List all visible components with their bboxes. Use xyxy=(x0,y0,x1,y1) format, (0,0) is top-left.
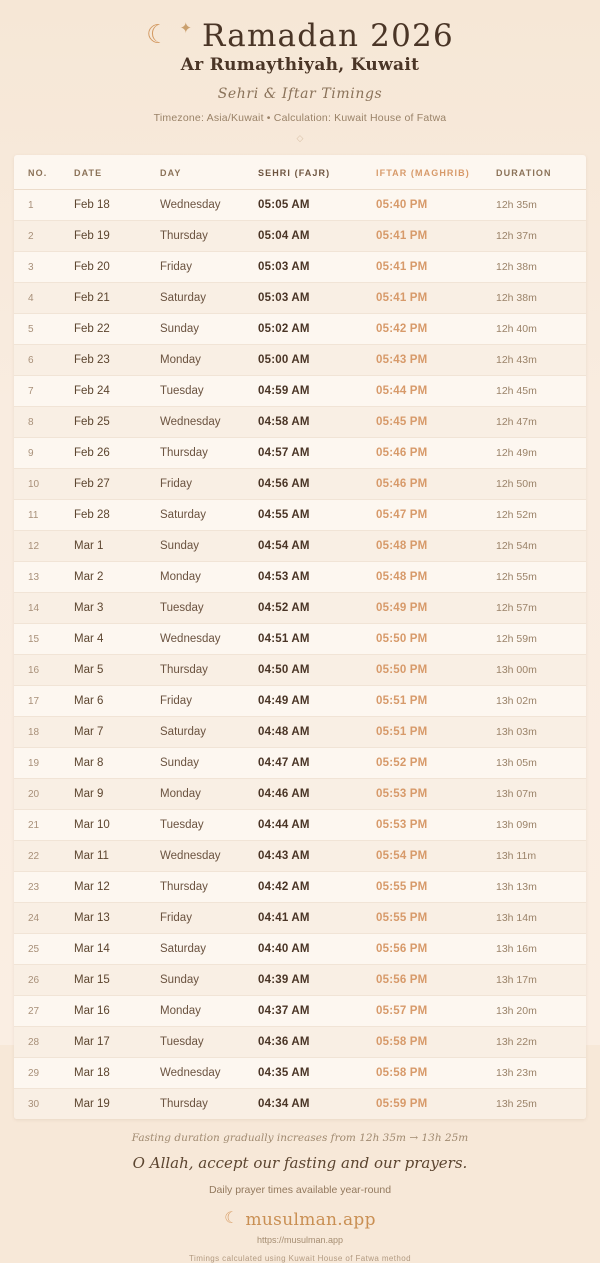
cell-no: 13 xyxy=(14,562,74,593)
cell-no: 29 xyxy=(14,1058,74,1089)
cell-no: 27 xyxy=(14,996,74,1027)
cell-no: 17 xyxy=(14,686,74,717)
cell-sehri: 04:35 AM xyxy=(258,1058,376,1089)
cell-duration: 12h 59m xyxy=(496,624,586,655)
cell-sehri: 05:02 AM xyxy=(258,314,376,345)
cell-no: 20 xyxy=(14,779,74,810)
cell-no: 8 xyxy=(14,407,74,438)
location-subtitle: Ar Rumaythiyah, Kuwait xyxy=(180,55,420,75)
cell-day: Wednesday xyxy=(160,1058,258,1089)
cell-sehri: 04:40 AM xyxy=(258,934,376,965)
cell-duration: 13h 00m xyxy=(496,655,586,686)
page-header xyxy=(0,0,600,144)
cell-date: Mar 7 xyxy=(74,717,160,748)
cell-date: Mar 2 xyxy=(74,562,160,593)
cell-date: Mar 5 xyxy=(74,655,160,686)
cell-date: Feb 21 xyxy=(74,283,160,314)
table-row xyxy=(14,407,586,438)
table-row xyxy=(14,717,586,748)
cell-day: Wednesday xyxy=(160,190,258,221)
cell-date: Feb 19 xyxy=(74,221,160,252)
cell-iftar: 05:51 PM xyxy=(376,717,496,748)
availability-text: Daily prayer times available year-round xyxy=(208,1184,392,1196)
table-row xyxy=(14,1089,586,1120)
brand-row[interactable] xyxy=(0,1210,600,1230)
cell-date: Feb 23 xyxy=(74,345,160,376)
cell-iftar: 05:53 PM xyxy=(376,810,496,841)
cell-day: Wednesday xyxy=(160,624,258,655)
cell-day: Monday xyxy=(160,345,258,376)
table-header xyxy=(14,155,586,190)
brand-crescent-moon-icon: ☾ xyxy=(224,1210,239,1227)
table-row xyxy=(14,376,586,407)
cell-duration: 12h 38m xyxy=(496,252,586,283)
cell-iftar: 05:49 PM xyxy=(376,593,496,624)
cell-duration: 13h 20m xyxy=(496,996,586,1027)
table-row xyxy=(14,438,586,469)
table-row xyxy=(14,500,586,531)
cell-no: 4 xyxy=(14,283,74,314)
cell-iftar: 05:51 PM xyxy=(376,686,496,717)
table-body xyxy=(14,190,586,1120)
cell-iftar: 05:46 PM xyxy=(376,469,496,500)
cell-date: Mar 8 xyxy=(74,748,160,779)
cell-sehri: 05:00 AM xyxy=(258,345,376,376)
cell-duration: 13h 13m xyxy=(496,872,586,903)
column-header-duration: DURATION xyxy=(496,155,586,190)
cell-date: Mar 11 xyxy=(74,841,160,872)
table-row xyxy=(14,965,586,996)
table-row xyxy=(14,810,586,841)
cell-no: 12 xyxy=(14,531,74,562)
cell-day: Tuesday xyxy=(160,376,258,407)
cell-day: Wednesday xyxy=(160,841,258,872)
cell-duration: 12h 38m xyxy=(496,283,586,314)
cell-no: 24 xyxy=(14,903,74,934)
cell-day: Sunday xyxy=(160,965,258,996)
cell-duration: 13h 25m xyxy=(496,1089,586,1120)
cell-date: Mar 16 xyxy=(74,996,160,1027)
cell-duration: 13h 23m xyxy=(496,1058,586,1089)
cell-no: 30 xyxy=(14,1089,74,1120)
cell-iftar: 05:58 PM xyxy=(376,1027,496,1058)
cell-duration: 12h 40m xyxy=(496,314,586,345)
cell-sehri: 04:54 AM xyxy=(258,531,376,562)
cell-duration: 12h 43m xyxy=(496,345,586,376)
cell-iftar: 05:47 PM xyxy=(376,500,496,531)
table-row xyxy=(14,531,586,562)
cell-no: 25 xyxy=(14,934,74,965)
cell-no: 28 xyxy=(14,1027,74,1058)
brand-name[interactable]: musulman.app xyxy=(245,1210,376,1230)
cell-sehri: 04:36 AM xyxy=(258,1027,376,1058)
cell-date: Mar 17 xyxy=(74,1027,160,1058)
cell-iftar: 05:50 PM xyxy=(376,655,496,686)
cell-date: Mar 19 xyxy=(74,1089,160,1120)
cell-day: Sunday xyxy=(160,531,258,562)
cell-iftar: 05:58 PM xyxy=(376,1058,496,1089)
brand-url[interactable]: https://musulman.app xyxy=(256,1235,344,1245)
cell-date: Feb 20 xyxy=(74,252,160,283)
cell-iftar: 05:45 PM xyxy=(376,407,496,438)
cell-duration: 13h 02m xyxy=(496,686,586,717)
page-title: Ramadan 2026 xyxy=(202,18,454,54)
cell-date: Mar 9 xyxy=(74,779,160,810)
cell-duration: 12h 52m xyxy=(496,500,586,531)
cell-sehri: 04:42 AM xyxy=(258,872,376,903)
column-header-day: DAY xyxy=(160,155,258,190)
cell-sehri: 04:47 AM xyxy=(258,748,376,779)
cell-no: 6 xyxy=(14,345,74,376)
cell-no: 19 xyxy=(14,748,74,779)
table-row xyxy=(14,593,586,624)
cell-day: Tuesday xyxy=(160,1027,258,1058)
cell-date: Mar 18 xyxy=(74,1058,160,1089)
timezone-calculation-meta: Timezone: Asia/Kuwait • Calculation: Kuwait House of Fatwa xyxy=(153,112,447,124)
cell-duration: 12h 50m xyxy=(496,469,586,500)
cell-sehri: 04:50 AM xyxy=(258,655,376,686)
cell-date: Feb 22 xyxy=(74,314,160,345)
cell-iftar: 05:55 PM xyxy=(376,872,496,903)
cell-sehri: 04:46 AM xyxy=(258,779,376,810)
cell-iftar: 05:43 PM xyxy=(376,345,496,376)
cell-day: Sunday xyxy=(160,748,258,779)
duration-note: Fasting duration gradually increases from 12h 35m → 13h 25m xyxy=(131,1132,469,1144)
cell-iftar: 05:42 PM xyxy=(376,314,496,345)
cell-sehri: 04:49 AM xyxy=(258,686,376,717)
cell-iftar: 05:46 PM xyxy=(376,438,496,469)
column-header-iftar: IFTAR (MAGHRIB) xyxy=(376,155,496,190)
cell-date: Feb 24 xyxy=(74,376,160,407)
cell-no: 10 xyxy=(14,469,74,500)
cell-date: Mar 13 xyxy=(74,903,160,934)
cell-day: Friday xyxy=(160,686,258,717)
table-row xyxy=(14,934,586,965)
cell-duration: 12h 57m xyxy=(496,593,586,624)
page-footer xyxy=(0,1132,600,1263)
table-row xyxy=(14,655,586,686)
cell-day: Tuesday xyxy=(160,593,258,624)
table-row xyxy=(14,748,586,779)
cell-iftar: 05:57 PM xyxy=(376,996,496,1027)
column-header-date: DATE xyxy=(74,155,160,190)
star-icon: ✦ xyxy=(179,19,193,37)
cell-duration: 12h 47m xyxy=(496,407,586,438)
cell-day: Friday xyxy=(160,469,258,500)
cell-sehri: 04:43 AM xyxy=(258,841,376,872)
table-row xyxy=(14,624,586,655)
cell-day: Saturday xyxy=(160,934,258,965)
table-row xyxy=(14,1058,586,1089)
cell-iftar: 05:41 PM xyxy=(376,252,496,283)
cell-sehri: 04:37 AM xyxy=(258,996,376,1027)
cell-sehri: 04:59 AM xyxy=(258,376,376,407)
cell-duration: 13h 22m xyxy=(496,1027,586,1058)
timings-table xyxy=(14,155,586,1119)
cell-sehri: 04:53 AM xyxy=(258,562,376,593)
timings-card xyxy=(14,155,586,1119)
cell-no: 23 xyxy=(14,872,74,903)
cell-sehri: 04:34 AM xyxy=(258,1089,376,1120)
cell-day: Saturday xyxy=(160,283,258,314)
cell-date: Feb 26 xyxy=(74,438,160,469)
table-row xyxy=(14,841,586,872)
cell-day: Wednesday xyxy=(160,407,258,438)
cell-date: Mar 4 xyxy=(74,624,160,655)
cell-iftar: 05:56 PM xyxy=(376,934,496,965)
cell-iftar: 05:53 PM xyxy=(376,779,496,810)
cell-duration: 13h 09m xyxy=(496,810,586,841)
cell-day: Saturday xyxy=(160,500,258,531)
cell-no: 21 xyxy=(14,810,74,841)
cell-sehri: 04:58 AM xyxy=(258,407,376,438)
table-row xyxy=(14,221,586,252)
cell-day: Thursday xyxy=(160,221,258,252)
cell-iftar: 05:52 PM xyxy=(376,748,496,779)
cell-iftar: 05:55 PM xyxy=(376,903,496,934)
cell-date: Feb 28 xyxy=(74,500,160,531)
table-row xyxy=(14,283,586,314)
cell-iftar: 05:40 PM xyxy=(376,190,496,221)
table-row xyxy=(14,469,586,500)
cell-date: Mar 15 xyxy=(74,965,160,996)
cell-sehri: 04:44 AM xyxy=(258,810,376,841)
cell-date: Mar 14 xyxy=(74,934,160,965)
cell-day: Thursday xyxy=(160,438,258,469)
table-row xyxy=(14,779,586,810)
cell-duration: 12h 45m xyxy=(496,376,586,407)
cell-sehri: 05:03 AM xyxy=(258,283,376,314)
cell-day: Sunday xyxy=(160,314,258,345)
cell-duration: 13h 14m xyxy=(496,903,586,934)
cell-iftar: 05:50 PM xyxy=(376,624,496,655)
cell-iftar: 05:48 PM xyxy=(376,562,496,593)
cell-iftar: 05:41 PM xyxy=(376,221,496,252)
cell-day: Friday xyxy=(160,252,258,283)
cell-sehri: 05:03 AM xyxy=(258,252,376,283)
cell-duration: 13h 17m xyxy=(496,965,586,996)
cell-duration: 13h 16m xyxy=(496,934,586,965)
cell-sehri: 04:57 AM xyxy=(258,438,376,469)
calculation-method-note: Timings calculated using Kuwait House of Fatwa method xyxy=(189,1254,411,1263)
cell-day: Thursday xyxy=(160,872,258,903)
cell-day: Saturday xyxy=(160,717,258,748)
column-header-sehri: SEHRI (FAJR) xyxy=(258,155,376,190)
cell-date: Feb 25 xyxy=(74,407,160,438)
table-row xyxy=(14,686,586,717)
cell-duration: 12h 54m xyxy=(496,531,586,562)
cell-no: 22 xyxy=(14,841,74,872)
cell-no: 3 xyxy=(14,252,74,283)
cell-duration: 12h 49m xyxy=(496,438,586,469)
cell-iftar: 05:44 PM xyxy=(376,376,496,407)
cell-no: 5 xyxy=(14,314,74,345)
cell-duration: 13h 05m xyxy=(496,748,586,779)
cell-sehri: 04:51 AM xyxy=(258,624,376,655)
cell-date: Mar 3 xyxy=(74,593,160,624)
cell-sehri: 04:39 AM xyxy=(258,965,376,996)
cell-day: Monday xyxy=(160,996,258,1027)
table-row xyxy=(14,252,586,283)
cell-duration: 13h 07m xyxy=(496,779,586,810)
cell-date: Feb 18 xyxy=(74,190,160,221)
table-row xyxy=(14,345,586,376)
cell-iftar: 05:59 PM xyxy=(376,1089,496,1120)
cell-duration: 12h 35m xyxy=(496,190,586,221)
cell-no: 11 xyxy=(14,500,74,531)
cell-no: 2 xyxy=(14,221,74,252)
cell-duration: 13h 03m xyxy=(496,717,586,748)
table-row xyxy=(14,872,586,903)
table-row xyxy=(14,903,586,934)
diamond-divider-icon: ◇ xyxy=(296,133,304,143)
cell-date: Mar 1 xyxy=(74,531,160,562)
cell-no: 9 xyxy=(14,438,74,469)
table-row xyxy=(14,314,586,345)
cell-duration: 12h 37m xyxy=(496,221,586,252)
cell-day: Friday xyxy=(160,903,258,934)
column-header-no: NO. xyxy=(14,155,74,190)
cell-date: Mar 12 xyxy=(74,872,160,903)
cell-date: Mar 10 xyxy=(74,810,160,841)
cell-date: Mar 6 xyxy=(74,686,160,717)
cell-duration: 13h 11m xyxy=(496,841,586,872)
cell-sehri: 04:48 AM xyxy=(258,717,376,748)
cell-day: Monday xyxy=(160,779,258,810)
cell-no: 18 xyxy=(14,717,74,748)
cell-sehri: 04:41 AM xyxy=(258,903,376,934)
table-row xyxy=(14,996,586,1027)
title-row xyxy=(0,18,600,54)
cell-iftar: 05:48 PM xyxy=(376,531,496,562)
cell-date: Feb 27 xyxy=(74,469,160,500)
cell-no: 14 xyxy=(14,593,74,624)
table-header-row xyxy=(14,155,586,190)
cell-sehri: 05:05 AM xyxy=(258,190,376,221)
cell-duration: 12h 55m xyxy=(496,562,586,593)
cell-no: 16 xyxy=(14,655,74,686)
cell-day: Monday xyxy=(160,562,258,593)
cell-sehri: 04:55 AM xyxy=(258,500,376,531)
cell-day: Tuesday xyxy=(160,810,258,841)
cell-sehri: 05:04 AM xyxy=(258,221,376,252)
cell-iftar: 05:54 PM xyxy=(376,841,496,872)
cell-iftar: 05:41 PM xyxy=(376,283,496,314)
cell-day: Thursday xyxy=(160,1089,258,1120)
cell-no: 7 xyxy=(14,376,74,407)
cell-no: 1 xyxy=(14,190,74,221)
cell-no: 15 xyxy=(14,624,74,655)
tagline: Sehri & Iftar Timings xyxy=(217,86,383,102)
table-row xyxy=(14,562,586,593)
dua-text: O Allah, accept our fasting and our prayers. xyxy=(132,1154,468,1172)
cell-sehri: 04:52 AM xyxy=(258,593,376,624)
cell-sehri: 04:56 AM xyxy=(258,469,376,500)
table-row xyxy=(14,1027,586,1058)
cell-day: Thursday xyxy=(160,655,258,686)
table-row xyxy=(14,190,586,221)
cell-no: 26 xyxy=(14,965,74,996)
crescent-moon-icon: ☾ xyxy=(146,19,170,49)
cell-iftar: 05:56 PM xyxy=(376,965,496,996)
